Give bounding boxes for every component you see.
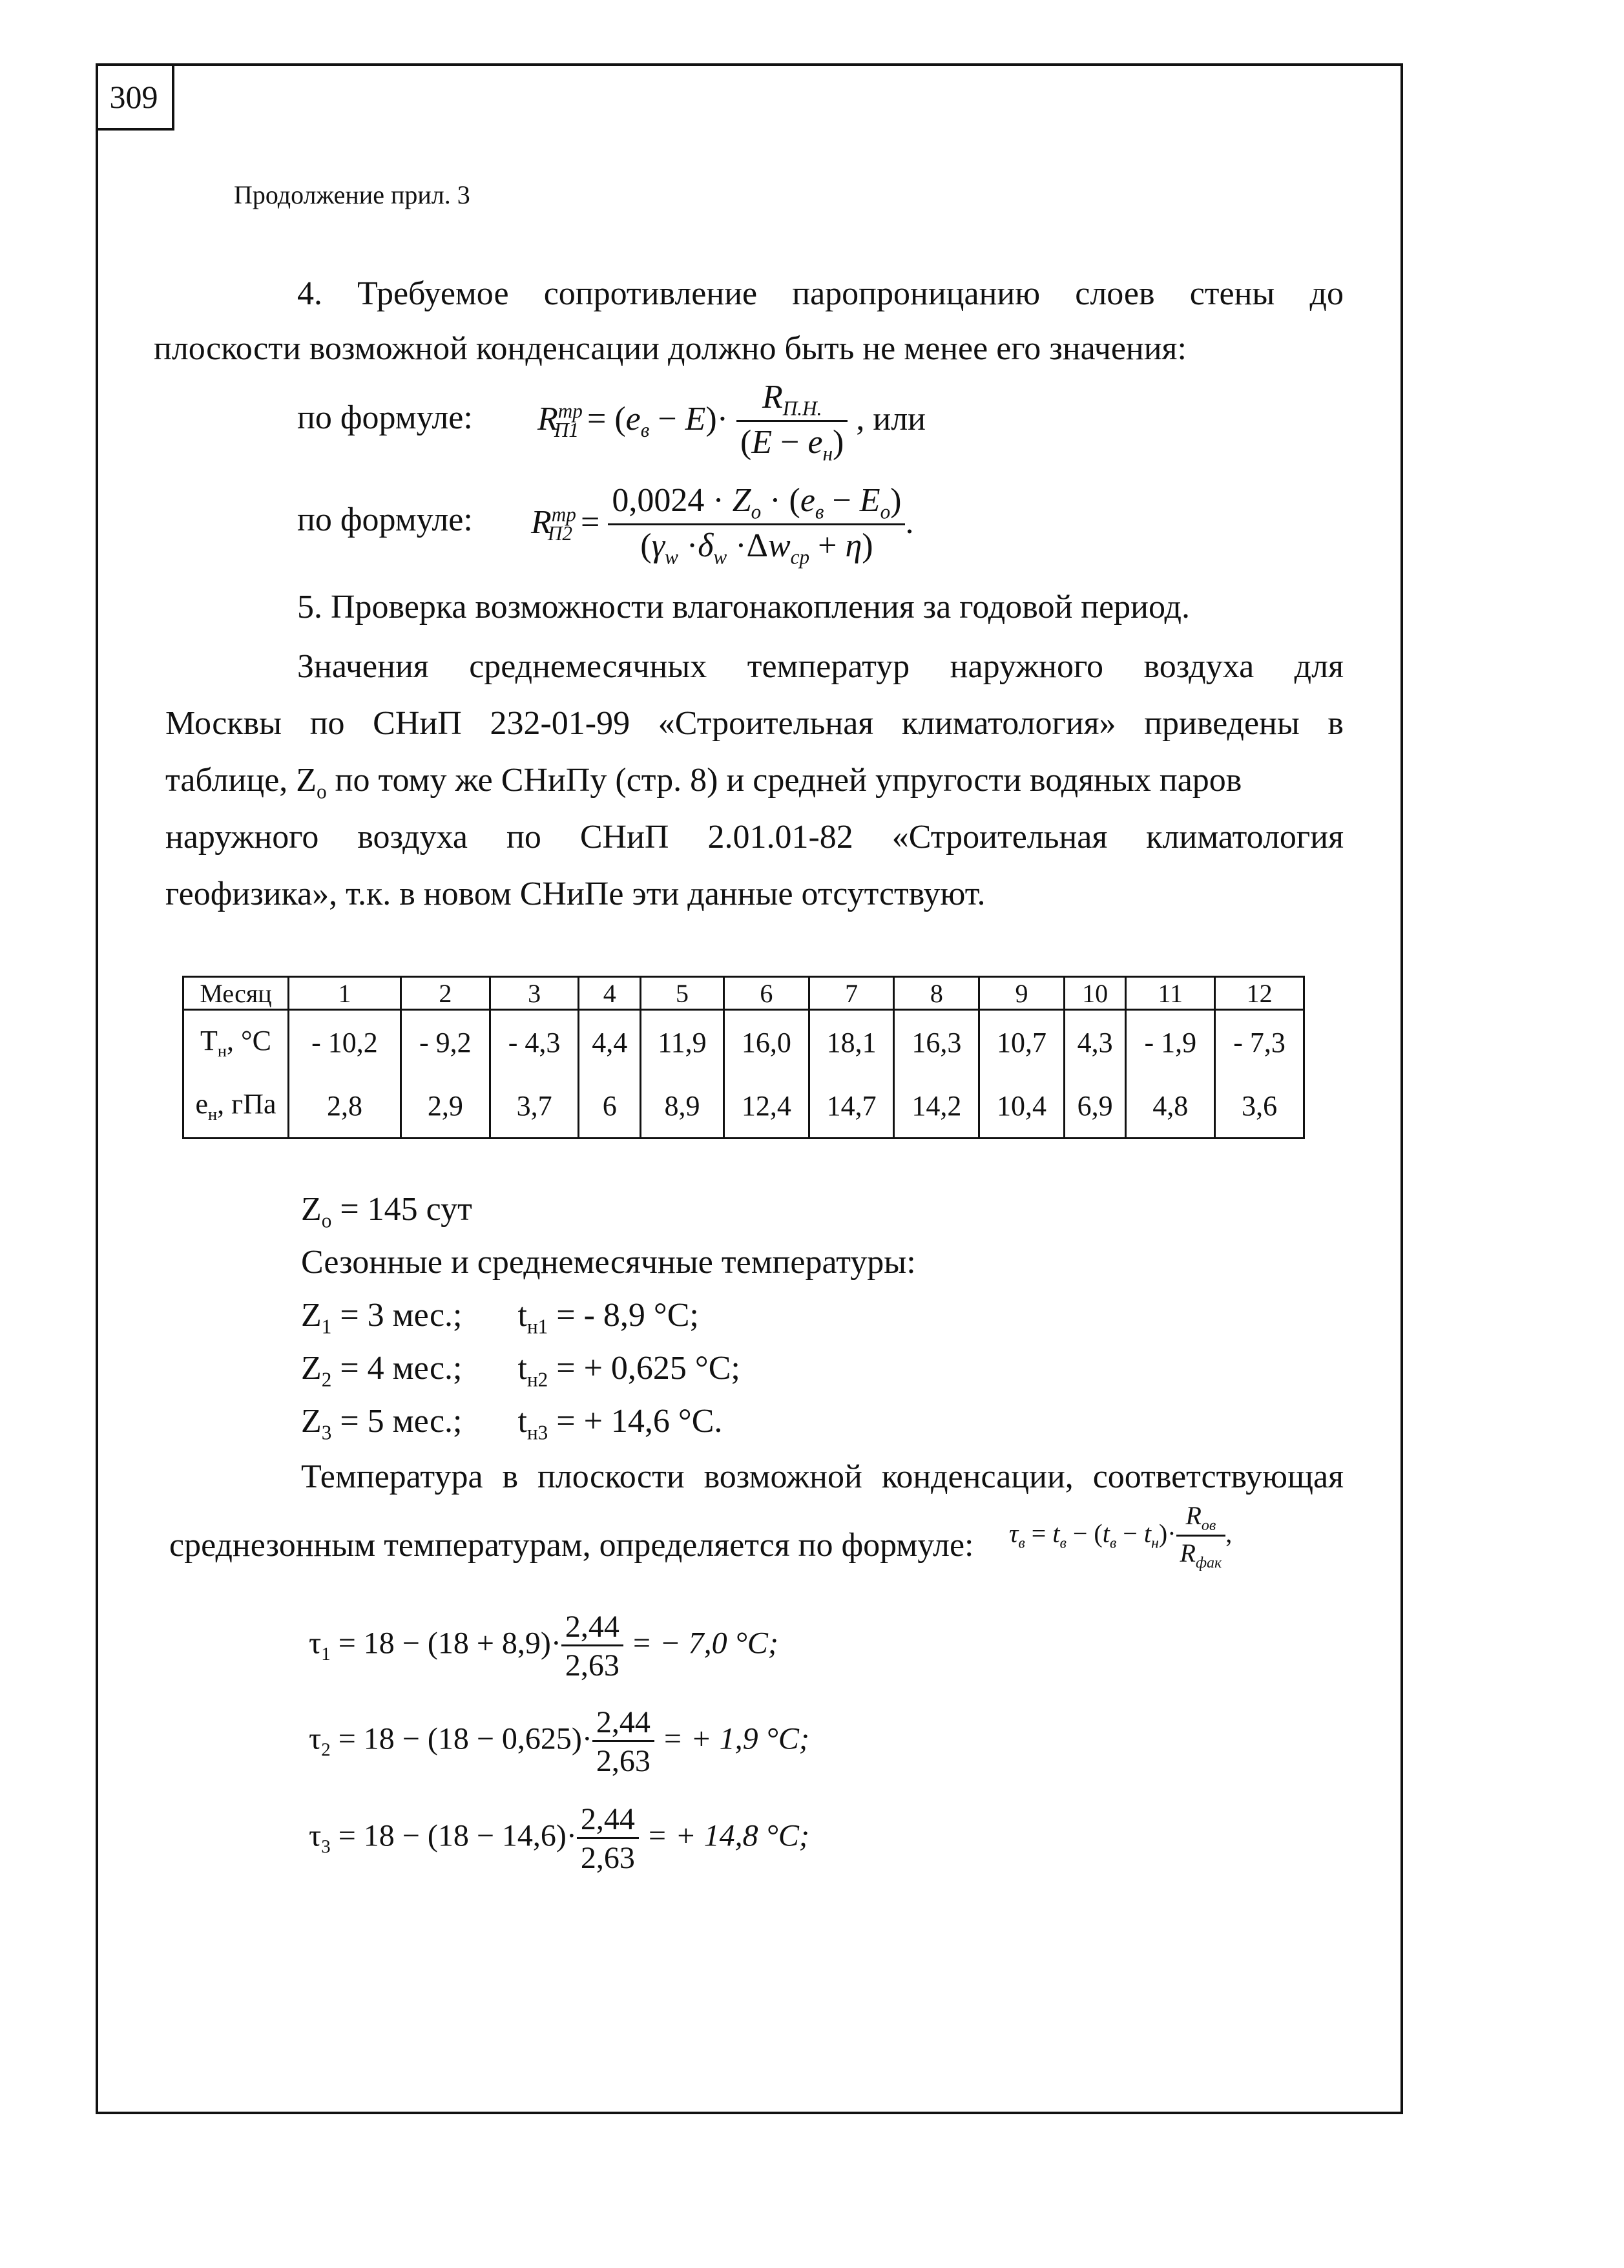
table-month: 8 (894, 977, 979, 1010)
table-month: 9 (979, 977, 1065, 1010)
formula-2-label: по формуле: (297, 501, 473, 538)
row-label-vapor-pressure: $е_н$, гПа (183, 1074, 289, 1139)
table-month: 3 (490, 977, 579, 1010)
table-month: 2 (401, 977, 490, 1010)
table-row-temperature (183, 1010, 1304, 1075)
page-number: 309 (96, 63, 174, 131)
table-cell: - 9,2 (401, 1010, 490, 1075)
table-cell: 18,1 (809, 1010, 894, 1075)
z0-line: $Z_o = 145$ сут (301, 1191, 472, 1232)
item5-para-line1: Значения среднемесячных температур наружного воздуха для (297, 648, 1344, 685)
item5-para-line3 (165, 761, 1344, 803)
table-month: 1 (289, 977, 401, 1010)
table-month: 5 (640, 977, 724, 1010)
table-month: 12 (1215, 977, 1304, 1010)
table-cell: 16,3 (894, 1010, 979, 1075)
table-cell: - 7,3 (1215, 1010, 1304, 1075)
tau-general-formula: $\tau_в = t_в - (t_в - t_н)\cdot$ $\frac{R_{ов}}{R_{фак}}$ , (1009, 1501, 1233, 1571)
table-cell: - 4,3 (490, 1010, 579, 1075)
z0-sub-inline: o (317, 780, 327, 803)
table-cell: - 1,9 (1126, 1010, 1215, 1075)
table-cell: 14,7 (809, 1074, 894, 1139)
table-month: 10 (1064, 977, 1126, 1010)
table-cell: 2,9 (401, 1074, 490, 1139)
condensation-line1: Температура в плоскости возможной конденсации, соответствующая (301, 1458, 1344, 1495)
table-month: 11 (1126, 977, 1215, 1010)
season-row-1: $Z_1 = 3$ мес.; $t_{н1}$ = - 8,9 °С; (301, 1297, 699, 1338)
row-label-temperature: $Т_н$, °С (183, 1010, 289, 1075)
table-cell: 16,0 (724, 1010, 809, 1075)
table-month: 4 (579, 977, 641, 1010)
tau-equation-2: $\tau_2 = 18 - (18 - 0,625)\cdot$ $\frac{2,44}{2,63}$ = + 1,9 °С; (309, 1705, 809, 1778)
table-cell: 3,6 (1215, 1074, 1304, 1139)
table-cell: 3,7 (490, 1074, 579, 1139)
table-cell: 10,4 (979, 1074, 1065, 1139)
formula-2: $R^{тр}_{П2}$ = $\frac{0,0024 \cdot Z_о \cdot (e_в - E_о)}{(\gamma_w \cdot\delta_w \cdot\Delta w_{ср} + \eta)}$ . (531, 482, 914, 569)
table-cell: 11,9 (640, 1010, 724, 1075)
season-row-2: $Z_2 = 4$ мес.; $t_{н2}$ = + 0,625 °С; (301, 1350, 740, 1391)
continuation-label: Продолжение прил. 3 (234, 180, 470, 209)
formula-or: , или (856, 400, 926, 437)
seasonal-heading: Сезонные и среднемесячные температуры: (301, 1244, 916, 1281)
table-cell: 10,7 (979, 1010, 1065, 1075)
table-cell: 14,2 (894, 1074, 979, 1139)
table-month: 7 (809, 977, 894, 1010)
table-cell: 2,8 (289, 1074, 401, 1139)
item4-line1: 4. Требуемое сопротивление паропроницанию слоев стены до (297, 275, 1344, 312)
table-cell: 4,3 (1064, 1010, 1126, 1075)
tau-equation-3: $\tau_3 = 18 - (18 - 14,6)\cdot$ $\frac{2,44}{2,63}$ = + 14,8 °С; (309, 1802, 809, 1875)
z0-symbol-inline: таблице, Z (165, 762, 317, 799)
item4-line2: плоскости возможной конденсации должно быть не менее его значения: (154, 330, 1187, 367)
table-cell: 6 (579, 1074, 641, 1139)
condensation-line2: среднезонным температурам, определяется по формуле: (169, 1527, 974, 1564)
table-cell: 8,9 (640, 1074, 724, 1139)
item5-para-line3-text: по тому же СНиПу (стр. 8) и средней упругости водяных паров (326, 762, 1242, 799)
item5-para-line2: Москвы по СНиП 232-01-99 «Строительная климатология» приведены в (165, 705, 1344, 742)
table-header-row (183, 977, 1304, 1010)
table-row-vapor-pressure (183, 1074, 1304, 1139)
table-cell: - 10,2 (289, 1010, 401, 1075)
item5-para-line5: геофизика», т.к. в новом СНиПе эти данные отсутствуют. (165, 876, 986, 912)
table-month: 6 (724, 977, 809, 1010)
season-row-3: $Z_3 = 5$ мес.; $t_{н3}$ = + 14,6 °С. (301, 1403, 723, 1444)
climate-table (182, 976, 1305, 1139)
formula-1-label: по формуле: (297, 399, 473, 436)
table-cell: 6,9 (1064, 1074, 1126, 1139)
tau-equation-1: $\tau_1 = 18 - (18 + 8,9)\cdot$ $\frac{2,44}{2,63}$ = − 7,0 °С; (309, 1610, 778, 1683)
table-cell: 12,4 (724, 1074, 809, 1139)
table-cell: 4,4 (579, 1010, 641, 1075)
formula-1: $R^{тр}_{П1} = (e_в - E)\cdot$ $\frac{R_{П.Н.}}{(E - e_н)}$ , или (537, 379, 926, 465)
item5-para-line4: наружного воздуха по СНиП 2.01.01-82 «Строительная климатология (165, 819, 1344, 856)
table-cell: 4,8 (1126, 1074, 1215, 1139)
table-header-label: Месяц (183, 977, 289, 1010)
item5-heading: 5. Проверка возможности влагонакопления за годовой период. (297, 589, 1190, 625)
